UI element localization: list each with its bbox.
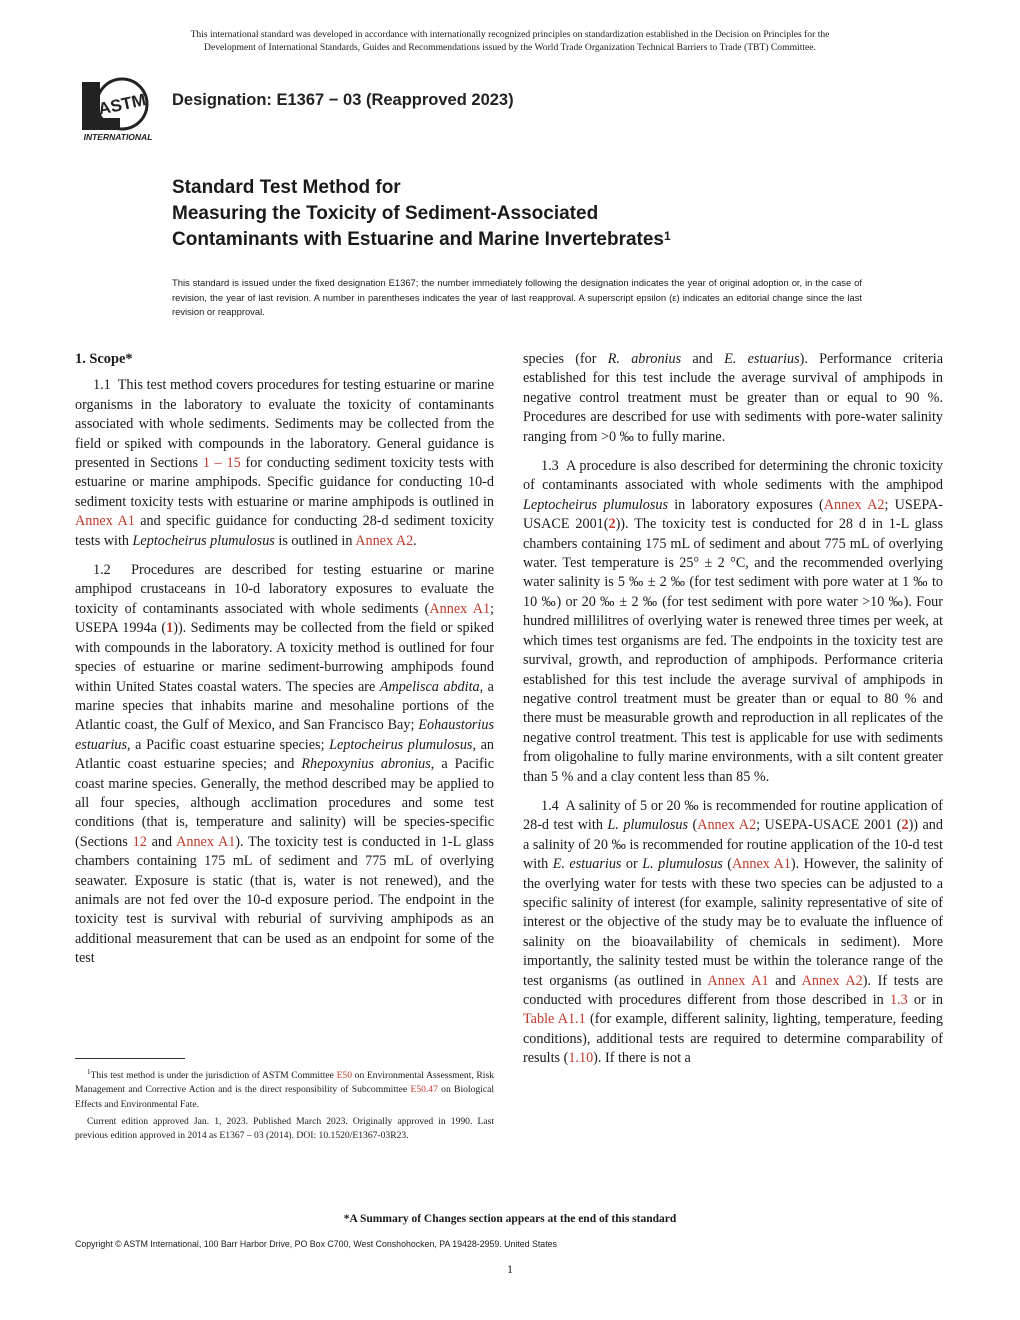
footnote-mark: 1 [87, 1068, 91, 1076]
text: and specific guidance for conducting 28-d sediment toxicity tests with [75, 513, 494, 549]
section-heading-scope: 1. Scope* [75, 351, 133, 367]
species-name: L. plumulosus [607, 817, 688, 834]
species-name: Ampelisca abdita [379, 678, 480, 695]
document-title [172, 175, 872, 253]
text: and [681, 351, 725, 367]
text: ( [722, 856, 733, 873]
text: ; USEPA-USACE 2001 ( [756, 817, 902, 834]
section-link[interactable]: 1.10 [568, 1050, 594, 1067]
designation: Designation: E1367 − 03 (Reapproved 2023) [172, 91, 514, 109]
text: on Environmental Assessment, Risk Management and Corrective Action and is the direct responsibility of Subcommittee [75, 1070, 494, 1096]
paragraph-1-2 [75, 561, 494, 969]
text: ; USEPA 1994a ( [75, 600, 494, 637]
text: is outlined in [274, 532, 356, 549]
section-link[interactable]: 1 – 15 [202, 455, 241, 472]
left-column [75, 350, 494, 979]
text: A procedure is also described for determining the chronic toxicity of contaminants associated with whole sediments with the amphipod [523, 458, 944, 494]
text: , a marine species that inhabits marine and mesohaline portions of the Atlantic coast, the Gulf of Mexico, and San Francisco Bay; [75, 678, 494, 734]
astm-logo [72, 74, 164, 144]
text: on Biological Effects and Environmental Fate. [75, 1084, 495, 1110]
annex-a1-link[interactable]: Annex A1 [707, 972, 769, 989]
text: Procedures are described for testing estuarine or marine amphipod crustaceans in 10-d laboratory exposures to evaluate the toxicity of contaminants associated with whole sediments ( [75, 562, 494, 617]
title-line1: Standard Test Method for [172, 177, 401, 198]
para-number: 1.1 [93, 377, 111, 394]
issuance-statement: This standard is issued under the fixed designation E1367; the number immediately following the designation indicates the year of original adoption or, in the case of revision, the year of last revision. A number in parentheses indicates the year of last reapproval. A superscript epsilon (ε) indicates an editorial change since the last revision or reapproval. [172, 277, 862, 318]
summary-of-changes-note: *A Summary of Changes section appears at the end of this standard [343, 1213, 677, 1225]
para-number: 1.3 [541, 458, 559, 475]
text: )). The toxicity test is conducted for 28 d in 1-L glass chambers containing 175 mL of sediment and about 775 mL of overlying water. Test temperature is 25° ± 2 °C, and the recommended overlying water salinity is 5 ‰ ± 2 ‰ (for test sediment with pore water at 1 ‰ to 10 ‰) or 20 ‰ ± 2 ‰ (for test sediment with pore water >10 ‰). Four hundred millilitres of overlying water is renewed three times per week, at which times test organisms are fed. The endpoints in the toxicity test are survival, growth, and reproduction of amphipods. Performance criteria established for this test include the average survival of amphipods in negative control treatment must be greater than or equal to 80 % and there must be measurable growth and reproduction in all replicates of the negative control treatment. This test is applicable for use with sediments from oligohaline to fully marine environments, with a silt content greater than 5 % and a clay content less than 85 %. [523, 516, 943, 785]
title-footnote-mark: 1 [664, 229, 671, 243]
text: for conducting sediment toxicity tests with estuarine or marine amphipods. Specific guidance for conducting 10-d sediment toxicity tests with estuarine or marine amphipods is outlined in [75, 455, 494, 510]
text: in laboratory exposures ( [667, 496, 824, 513]
right-column [523, 350, 943, 1079]
species-name: Eohaustorius estuarius [75, 717, 494, 753]
annex-a1-link[interactable]: Annex A1 [75, 513, 135, 530]
species-name: Leptocheirus plumulosus [132, 532, 275, 549]
wto-notice [60, 28, 960, 54]
species-name: L. plumulosus [642, 856, 723, 873]
annex-a1-link[interactable]: Annex A1 [429, 600, 491, 617]
table-link[interactable]: Table A1.1 [523, 1011, 586, 1028]
text: A salinity of 5 or 20 ‰ is recommended for routine application of 28-d test with [523, 797, 943, 834]
text: or in [907, 992, 944, 1008]
text: ). However, the salinity of the overlying water for tests with these two species can be adjusted to a specific salinity of interest (for example, salinity representative of site of interest or the objective of the study may be to evaluate the influence of salinity on the bioavailability of chemicals in sediment). More importantly, the salinity tested must be within the tolerance range of the test organisms (as outlined in [523, 856, 944, 989]
logo-subtext: INTERNATIONAL [83, 132, 153, 142]
title-line3 [172, 227, 872, 253]
wto-notice-line2: Development of International Standards, Guides and Recommendations issued by the World Trade Organization Technical Barriers to Trade (TBT) Committee. [204, 42, 816, 53]
page-number: 1 [507, 1262, 513, 1276]
annex-a2-link[interactable]: Annex A2 [801, 972, 863, 989]
text: ( [687, 817, 698, 834]
text: and [768, 972, 802, 989]
text: )). Sediments may be collected from the field or spiked with compounds in the laboratory. A toxicity method is outlined for four species of estuarine or marine sediment-burrowing amphipods found within United States coastal waters. The species are [75, 620, 495, 695]
text: or [621, 856, 643, 873]
annex-a1-link[interactable]: Annex A1 [732, 856, 791, 873]
text: (for example, different salinity, lighting, temperature, feeding conditions), additional tests are required to determine comparability of results ( [523, 1011, 943, 1067]
text: This test method is under the jurisdiction of ASTM Committee [90, 1070, 337, 1082]
footnote-edition: Current edition approved Jan. 1, 2023. Published March 2023. Originally approved in 1990. Last previous edition approved in 2014 as E1367 – 03 (2014). DOI: 10.1520/E1367-03R23. [75, 1116, 494, 1142]
text: , an Atlantic coast estuarine species; and [75, 736, 494, 773]
text: This test method covers procedures for testing estuarine or marine organisms in the laboratory to evaluate the toxicity of contaminants associated with whole sediments. Sediments may be collected from the field or spiked with compounds in the laboratory. General guidance is presented in Sections [75, 377, 494, 472]
section-link[interactable]: 12 [132, 833, 147, 850]
text: )) and a salinity of 20 ‰ is recommended for routine application of the 10-d test with [523, 817, 943, 873]
paragraph-1-4 [523, 797, 943, 1069]
text: and [146, 833, 177, 850]
reference-link[interactable]: 2 [608, 516, 616, 533]
para-number: 1.4 [541, 797, 559, 814]
copyright: Copyright © ASTM International, 100 Barr Harbor Drive, PO Box C700, West Conshohocken, PA 19428-2959. United States [75, 1239, 557, 1249]
paragraph-1-3 [523, 457, 943, 787]
title-line3-text: Contaminants with Estuarine and Marine Invertebrates [172, 229, 664, 250]
footnote-divider [75, 1058, 185, 1059]
text: ). If tests are conducted with procedures different from those described in [523, 972, 943, 1008]
annex-a2-link[interactable]: Annex A2 [355, 532, 414, 549]
species-name: E. estuarius [552, 856, 622, 873]
species-name: Rhepoxynius abronius [301, 756, 431, 773]
text: , a Pacific coast estuarine species; [127, 736, 330, 753]
species-name: Leptocheirus plumulosus [523, 496, 668, 513]
annex-a2-link[interactable]: Annex A2 [823, 496, 885, 513]
para-number: 1.2 [93, 562, 111, 579]
text: ). Performance criteria established for this test include the average survival of amphipods in negative control treatment must be greater than or equal to 90 %. Procedures are described for use with sediments with pore-water salinity ranging from >0 ‰ to fully marine. [523, 351, 943, 445]
wto-notice-line1: This international standard was developed in accordance with internationally recognized principles on standardization established in the Decision on Principles for the [190, 29, 830, 40]
text: ; USEPA-USACE 2001( [523, 496, 943, 533]
species-name: E. estuarius [724, 351, 800, 367]
annex-a2-link[interactable]: Annex A2 [697, 817, 757, 834]
paragraph-1-1 [75, 376, 494, 551]
subcommittee-link[interactable]: E50.47 [410, 1084, 438, 1096]
text: ). The toxicity test is conducted in 1-L glass chambers containing 175 mL of sediment and 775 mL of overlying seawater. Exposure is static (that is, water is not renewed), and the animals are not fed over the 10-d exposure period. The endpoint in the toxicity test is survival with reburial of surviving amphipods as an additional measurement that can be used as an endpoint for some of the test [75, 833, 494, 967]
species-name: Leptocheirus plumulosus [329, 736, 473, 753]
title-line2: Measuring the Toxicity of Sediment-Associated [172, 203, 599, 224]
annex-a1-link[interactable]: Annex A1 [176, 833, 236, 850]
reference-link[interactable]: 1 [166, 620, 174, 637]
text: . [413, 532, 417, 549]
species-name: R. abronius [607, 351, 682, 367]
text: ). If there is not a [593, 1050, 691, 1067]
astm-logo-icon [72, 74, 164, 144]
reference-link[interactable]: 2 [901, 817, 909, 834]
section-link[interactable]: 1.3 [889, 992, 908, 1008]
logo-text: ASTM [96, 90, 148, 119]
paragraph-1-2-continued [523, 350, 943, 447]
footnote-1 [75, 1065, 494, 1112]
committee-link[interactable]: E50 [336, 1070, 353, 1082]
text: , a Pacific coast marine species. Generally, the method described may be applied to all four species, although acclimation procedures and some test conditions (that is, temperature and salinity) will be species-specific (Sections [75, 756, 494, 850]
text: species (for [523, 351, 608, 367]
footnotes [75, 1065, 494, 1147]
